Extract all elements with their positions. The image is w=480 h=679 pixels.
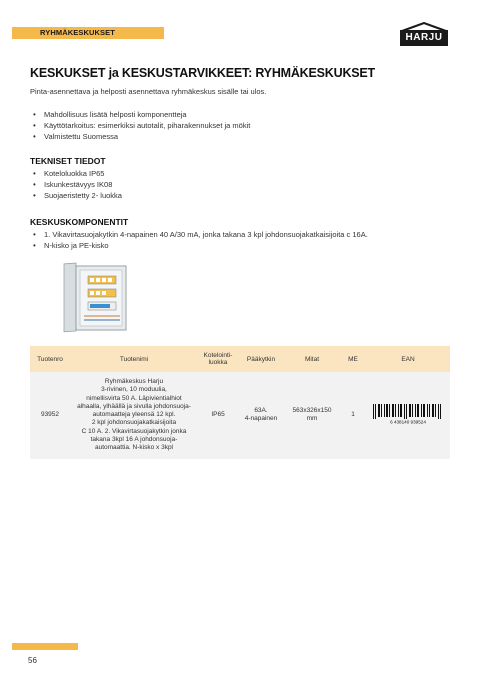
cell-mitat: 563x326x150 mm	[284, 372, 340, 459]
list-item: • Suojaeristetty 2- luokka	[30, 190, 122, 201]
col-tuotenro: Tuotenro	[30, 346, 70, 372]
section-tab-label: RYHMÄKESKUKSET	[40, 28, 115, 37]
cell-me: 1	[340, 372, 366, 459]
footer-bar	[12, 643, 78, 650]
page-number: 56	[28, 656, 37, 665]
feature-list	[30, 109, 250, 142]
cell-tuotenimi: Ryhmäkeskus Harju 3-rivinen, 10 moduulia, nimellisvirta 50 A. Läpivientialhiot alhaalla, ylhäällä ja sivulla johdonsuoja- automaatteja yleensä 12 kpl. 2 kpl johdonsuojakatkaisijoita C 10 A. 2. Vikavirtasuojakytkin jonka takana 3kpl 16 A johdonsuoja- automaattia. N-kisko x 3kpl	[70, 372, 198, 459]
col-kotelointi: Kotelointi- luokka	[198, 346, 238, 372]
components-heading: KESKUSKOMPONENTIT	[30, 217, 129, 227]
list-item: • N-kisko ja PE-kisko	[30, 240, 368, 251]
col-mitat: Mitat	[284, 346, 340, 372]
intro-text: Pinta-asennettava ja helposti asennettava ryhmäkeskus sisälle tai ulos.	[30, 87, 267, 96]
col-tuotenimi: Tuotenimi	[70, 346, 198, 372]
list-item: • Koteloluokka IP65	[30, 168, 122, 179]
table-row	[30, 372, 450, 459]
page-title: KESKUKSET ja KESKUSTARVIKKEET: RYHMÄKESKUKSET	[30, 66, 375, 80]
cell-ean	[366, 372, 450, 459]
col-me: ME	[340, 346, 366, 372]
list-item: • Mahdollisuus lisätä helposti komponentteja	[30, 109, 250, 120]
product-image	[62, 262, 132, 334]
table-header-row	[30, 346, 450, 372]
list-item: • 1. Vikavirtasuojakytkin 4-napainen 40 A/30 mA, jonka takana 3 kpl johdonsuojakatkaisijoita c 16A.	[30, 229, 368, 240]
cell-kotelointi: IP65	[198, 372, 238, 459]
barcode-icon	[371, 404, 445, 424]
list-item: • Käyttötarkoitus: esimerkiksi autotalit, piharakennukset ja mökit	[30, 120, 250, 131]
product-table	[30, 346, 450, 459]
list-item: • Valmistettu Suomessa	[30, 131, 250, 142]
logo-text: HARJU	[405, 32, 443, 43]
harju-logo	[400, 22, 448, 46]
cell-tuotenro: 93952	[30, 372, 70, 459]
cell-paakytkin: 63A. 4-napainen	[238, 372, 284, 459]
list-item: • Iskunkestävyys IK08	[30, 179, 122, 190]
components-list	[30, 229, 368, 251]
tech-heading: TEKNISET TIEDOT	[30, 156, 106, 166]
svg-text:6 438140 939524: 6 438140 939524	[390, 419, 426, 424]
col-ean: EAN	[366, 346, 450, 372]
tech-list	[30, 168, 122, 201]
col-paakytkin: Pääkytkin	[238, 346, 284, 372]
section-tab	[12, 27, 164, 39]
